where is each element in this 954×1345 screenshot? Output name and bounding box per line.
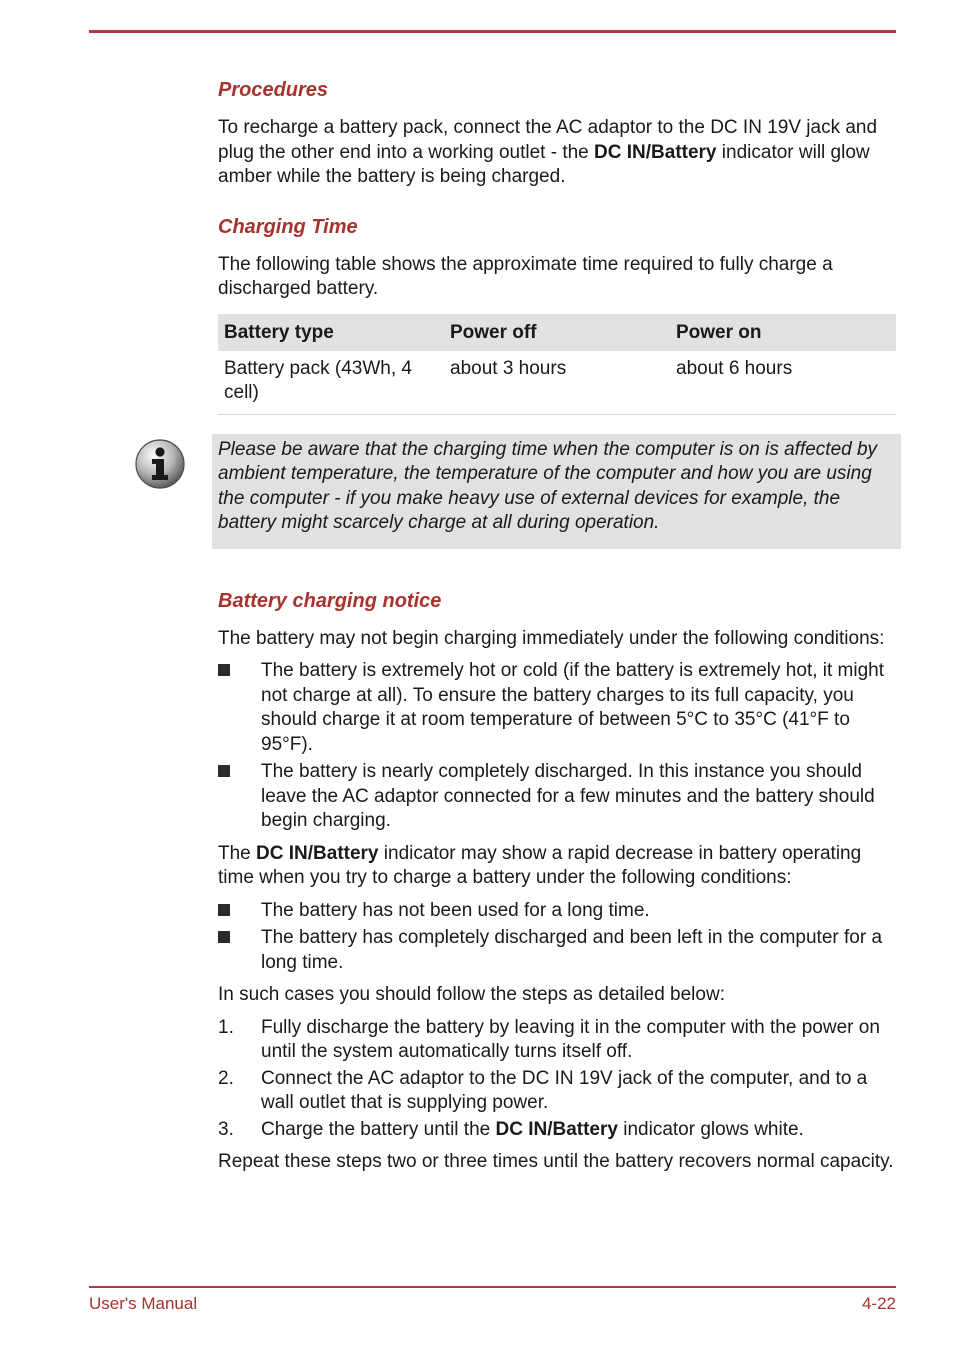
steps-list (218, 1016, 898, 1143)
page-number: 4-22 (861, 1294, 896, 1313)
charging-time-heading: Charging Time (218, 215, 358, 238)
dc-in-paragraph: The DC IN/Battery indicator may show a rapid decrease in battery operating time when you try to charge a battery under the following conditions: (218, 842, 862, 888)
decrease-conditions-list (218, 899, 898, 976)
table-cell: about 6 hours (676, 357, 793, 379)
list-item: The battery has completely discharged and been left in the computer for a long time. (218, 926, 898, 975)
charging-time-intro: The following table shows the approximate time required to fully charge a discharged battery. (218, 253, 833, 299)
table-header-cell: Power off (444, 314, 670, 351)
list-item: The battery is extremely hot or cold (if the battery is extremely hot, it might not charge at all). To ensure the battery charges to its full capacity, you should charge it at room temperature of between 5°C to 35°C (41°F to 95°F). (218, 659, 898, 757)
footer-manual-title: User's Manual (89, 1294, 198, 1313)
table-cell: Battery pack (43Wh, 4 cell) (224, 357, 412, 403)
table-header-row (218, 314, 896, 351)
notice-intro: The battery may not begin charging immediately under the following conditions: (218, 627, 885, 649)
closing-paragraph: Repeat these steps two or three times until the battery recovers normal capacity. (218, 1151, 894, 1172)
steps-intro: In such cases you should follow the steps as detailed below: (218, 984, 725, 1005)
note-text: Please be aware that the charging time when the computer is on is affected by ambient temperature, the temperature of the computer and how you are using the computer - if you make heavy use of external devices for example, the battery might scarcely charge at all during operation. (212, 434, 901, 549)
table-header-cell: Power on (670, 314, 896, 351)
page-content (218, 76, 898, 1175)
procedures-heading: Procedures (218, 79, 329, 101)
list-item: 3. Charge the battery until the DC IN/Battery indicator glows white. (218, 1118, 804, 1140)
list-item: The battery is nearly completely discharged. In this instance you should leave the AC adaptor connected for a few minutes and the battery should begin charging. (218, 760, 898, 834)
list-item: 2. Connect the AC adaptor to the DC IN 19V jack of the computer, and to a wall outlet that is supplying power. (218, 1067, 868, 1113)
list-item: 1. Fully discharge the battery by leaving it in the computer with the power on until the system automatically turns itself off. (218, 1016, 880, 1062)
footer-rule (89, 1286, 896, 1288)
battery-charging-notice-heading: Battery charging notice (218, 589, 442, 612)
table-cell: about 3 hours (450, 357, 567, 379)
conditions-list (218, 659, 898, 834)
table-row (218, 351, 896, 415)
table-header-cell: Battery type (218, 314, 444, 351)
header-rule (89, 30, 896, 33)
info-icon (134, 438, 186, 490)
note-box (212, 434, 901, 549)
list-item: The battery has not been used for a long time. (218, 899, 898, 924)
procedures-paragraph: To recharge a battery pack, connect the AC adaptor to the DC IN 19V jack and plug the other end into a working outlet - the DC IN/Battery indicator will glow amber while the battery is being charged. (218, 117, 878, 187)
charging-time-table (218, 314, 896, 415)
